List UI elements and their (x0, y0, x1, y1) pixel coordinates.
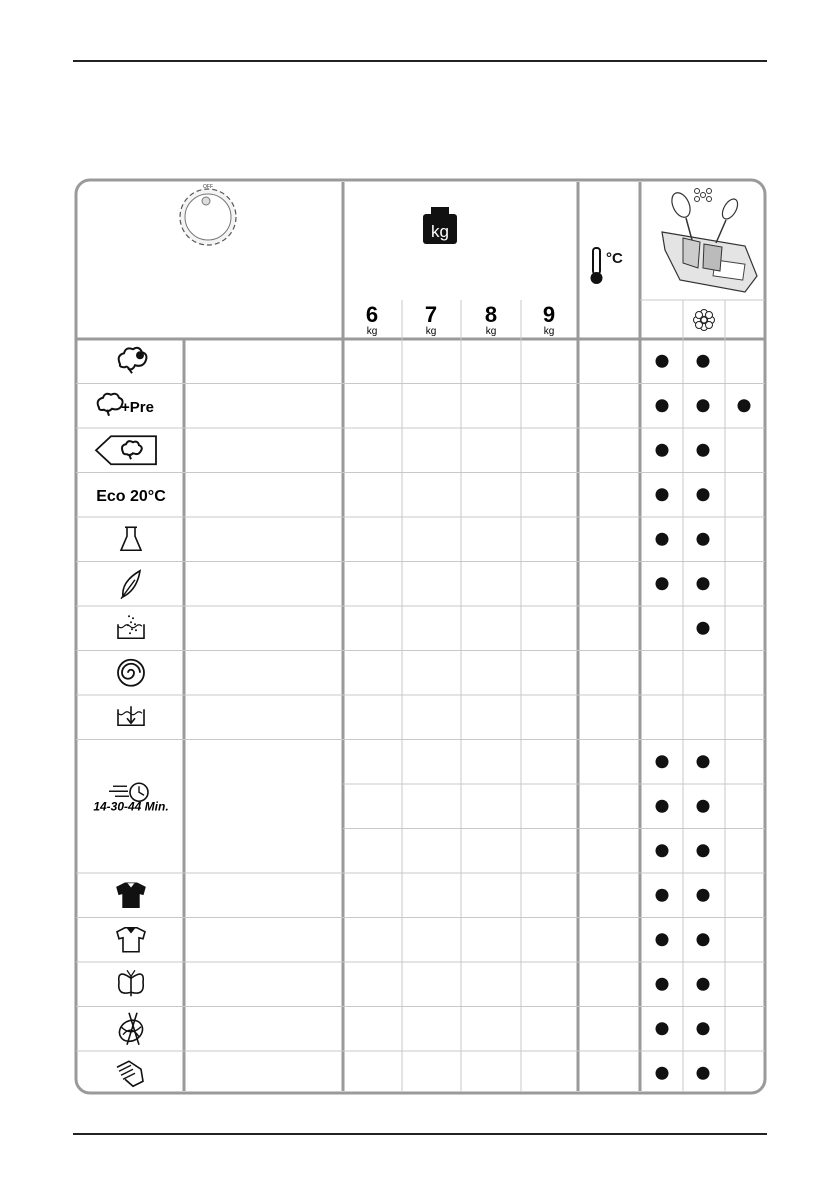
load-header-9kg (543, 302, 555, 337)
detergent-dot (697, 1022, 710, 1035)
detergent-dot (697, 1067, 710, 1080)
detergent-dot (697, 399, 710, 412)
detergent-dot (656, 844, 669, 857)
detergent-dot (697, 444, 710, 457)
detergent-dot (697, 755, 710, 768)
detergent-dot (656, 1067, 669, 1080)
load-unit: kg (485, 326, 497, 337)
detergent-dot (656, 488, 669, 501)
detergent-dot (656, 978, 669, 991)
prewash-label: +Pre (121, 398, 154, 416)
detergent-dot (697, 622, 710, 635)
detergent-dot (697, 978, 710, 991)
quick-wash-duration: 14-30-44 Min. (93, 799, 169, 814)
detergent-dot (656, 444, 669, 457)
load-value: 9 (542, 302, 556, 327)
eco-20-label: Eco 20°C (96, 487, 166, 505)
dial-off-label: OFF (203, 184, 213, 190)
detergent-dot (697, 889, 710, 902)
detergent-dot (697, 488, 710, 501)
detergent-dot (697, 933, 710, 946)
weight-unit-label: kg (431, 222, 449, 241)
load-unit: kg (543, 326, 555, 337)
load-value: 6 (365, 302, 379, 327)
load-unit: kg (425, 326, 437, 337)
detergent-dot (738, 399, 751, 412)
load-value: 8 (484, 302, 498, 327)
detergent-dot (697, 355, 710, 368)
detergent-dot (697, 577, 710, 590)
load-value: 7 (424, 302, 438, 327)
load-header-7kg (425, 302, 437, 337)
detergent-dot (656, 577, 669, 590)
detergent-dot (656, 399, 669, 412)
detergent-dot (656, 889, 669, 902)
detergent-dot (697, 533, 710, 546)
detergent-dot (656, 1022, 669, 1035)
detergent-dot (656, 533, 669, 546)
detergent-dot (697, 844, 710, 857)
detergent-dot (656, 800, 669, 813)
load-header-6kg (366, 302, 378, 337)
load-unit: kg (366, 326, 378, 337)
detergent-dot (656, 933, 669, 946)
eco-text (96, 488, 166, 505)
detergent-dot (656, 755, 669, 768)
detergent-dot (656, 355, 669, 368)
temperature-unit-label: °C (606, 250, 623, 267)
detergent-dot (697, 800, 710, 813)
load-header-8kg (485, 302, 497, 337)
softener-flower-icon (694, 310, 715, 331)
table-frame (76, 180, 765, 1093)
